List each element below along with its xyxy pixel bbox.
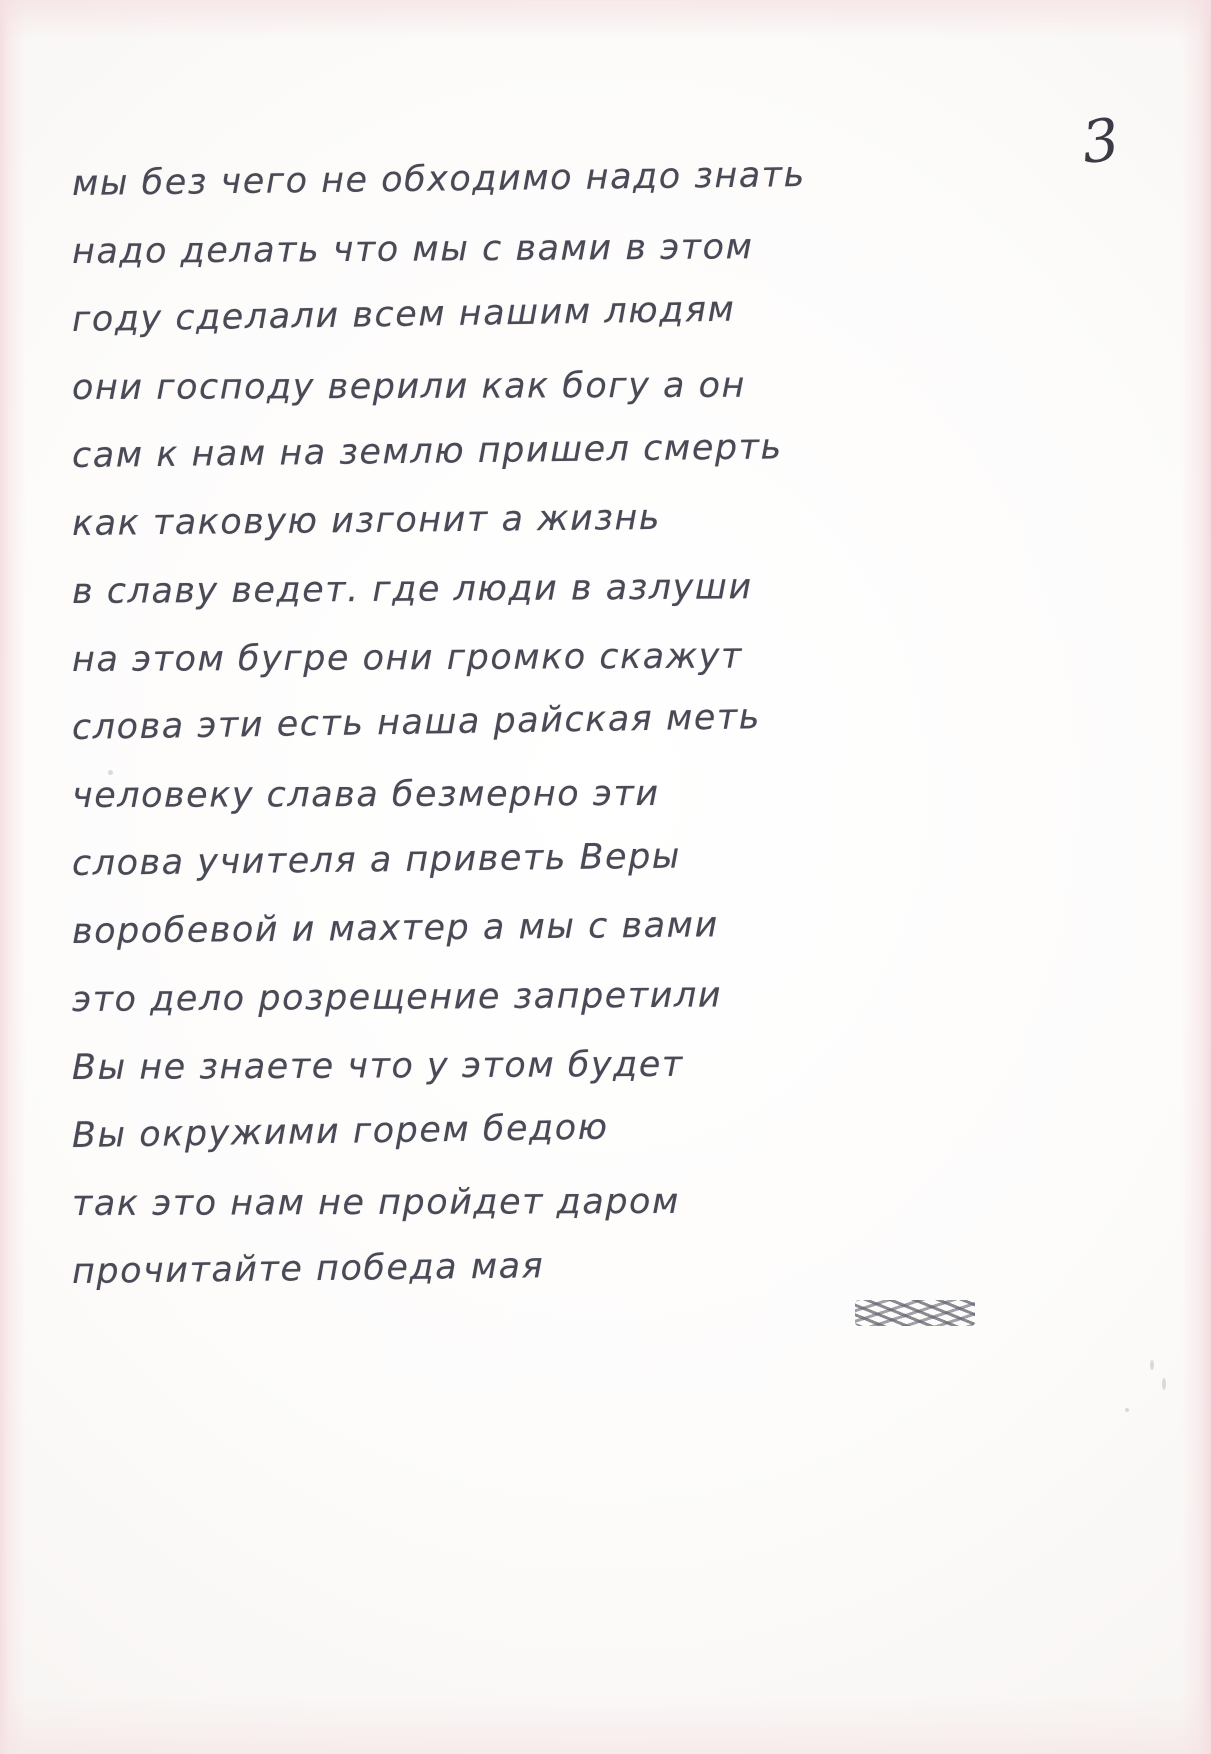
handwritten-line: слова учителя а приветь Веры <box>71 836 682 884</box>
page-edge-top <box>0 0 1211 40</box>
handwritten-line: прочитайте победа мая <box>71 1245 545 1292</box>
paper-speck <box>1150 1360 1154 1370</box>
handwritten-text-block <box>72 150 1142 1306</box>
handwritten-line: это дело розрещение запретили <box>71 974 723 1020</box>
handwritten-line: они господу верили как богу а он <box>71 365 746 408</box>
handwritten-line: слова эти есть наша райская меть <box>71 696 762 748</box>
handwritten-line: на этом бугре они громко скажут <box>71 635 743 680</box>
handwritten-line: надо делать что мы с вами в этом <box>71 226 754 272</box>
page-edge-right <box>1181 0 1211 1754</box>
paper-speck <box>1162 1378 1166 1390</box>
page-number: 3 <box>1078 105 1124 177</box>
handwritten-line: сам к нам на землю пришел смерть <box>71 426 783 476</box>
page-edge-bottom <box>0 1694 1211 1754</box>
strikethrough-mark <box>855 1300 975 1326</box>
handwritten-line: так это нам не пройдет даром <box>71 1181 680 1224</box>
handwritten-line: Вы окружими горем бедою <box>71 1107 609 1156</box>
handwritten-line: как таковую изгонит а жизнь <box>71 497 662 544</box>
handwritten-line: воробевой и махтер а мы с вами <box>71 904 719 952</box>
handwritten-line: в славу ведет. где люди в азлуши <box>71 566 753 612</box>
page-edge-left <box>0 0 26 1754</box>
handwritten-line: Вы не знаете что у этом будет <box>71 1044 684 1088</box>
handwritten-line: человеку слава безмерно эти <box>71 773 660 816</box>
handwritten-line: мы без чего не обходимо надо знать <box>71 154 806 204</box>
paper-speck <box>1125 1408 1129 1412</box>
handwritten-line: году сделали всем нашим людям <box>71 289 736 340</box>
